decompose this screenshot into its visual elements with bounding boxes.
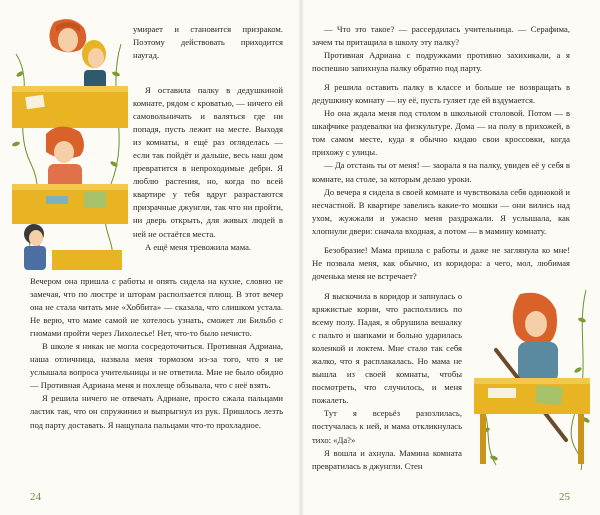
right-mid-text bbox=[312, 290, 462, 473]
girl-bottom bbox=[24, 224, 46, 270]
paragraph: А ещё меня тревожила мама. bbox=[145, 241, 252, 252]
paragraph: умирает и становится призраком. Поэтому действовать приходится наугад. bbox=[133, 24, 283, 61]
girl-top-1 bbox=[49, 19, 86, 52]
paragraph: Я решила оставить палку в классе и больше не возвращать в дедушкину комнату — ну её, пусть гуляет где ей вздумается. bbox=[312, 82, 570, 106]
girl-middle bbox=[46, 126, 84, 192]
paragraph: — Да отстань ты от меня! — заорала я на палку, увидев её у себя в комнате, на столе, за которым делаю уроки. bbox=[312, 160, 570, 184]
left-full-text bbox=[30, 275, 283, 432]
book-gutter bbox=[298, 0, 304, 515]
paragraph: Я вошла и ахнула. Мамина комната превратилась в джунгли. Стен bbox=[312, 447, 462, 471]
left-top-text bbox=[133, 23, 283, 62]
right-top-text bbox=[312, 23, 570, 283]
paragraph: Но она ждала меня под столом в школьной столовой. Потом — в шкафчике раздевалки на физкультуре. Дома — на полу в прихожей, в том самом месте, куда я обычно кидаю свои кроссовки, когда прихожу с улицы. bbox=[312, 108, 570, 158]
illustration-girl-with-stick bbox=[466, 290, 594, 470]
paragraph: — Что это такое? — рассердилась учительница. — Серафима, зачем ты притащила в школу эту палку? bbox=[312, 24, 570, 48]
paragraph: Безобразие! Мама пришла с работы и даже не заглянула ко мне! Не позвала меня, как обычно, из коридора: а чего, мол, любимая доченька меня не встречает? bbox=[312, 244, 570, 281]
left-mid-text bbox=[133, 84, 283, 254]
illustration-girls-at-desks bbox=[6, 14, 134, 270]
paragraph: Я решила ничего не отвечать Адриане, просто сжала пальцами ластик так, что он спружинил и выпрыгнул из рук. Пришлось лезть под парту доставать. Я нащупала пальцами что-то прохладное. bbox=[30, 393, 283, 430]
page-number-left: 24 bbox=[30, 491, 41, 503]
paragraph: До вечера я сидела в своей комнате и чувствовала себя одинокой и несчастной. В квартире завелись какие-то мошки — они вились над ухом, жужжали и ужасно меня раздражали. Я услышала, как хлопнули двери: сначала входная, а потом — в мамину комнату. bbox=[312, 186, 570, 236]
desk-bottom bbox=[52, 250, 122, 270]
paragraph: Я выскочила в коридор и запнулась о кряжистые корни, что расползлись по всему полу. Падая, я обрушила вешалку с пальто и шапками и больно ударилась коленкой и локтем. Мне стало так себя жалко, что я расплакалась. Но мама не вышла из своей комнаты, чтобы посмотреть, что случилось, и меня пожалеть. bbox=[312, 291, 462, 406]
paragraph: Противная Адриана с подружками противно захихикали, а я поспешно запихнула палку обратно под парту. bbox=[312, 50, 570, 74]
paragraph: В школе я никак не могла сосредоточиться. Противная Адриана, наша отличница, назвала меня тормозом из-за того, что я не услышала вопроса учительницы и не ответила. Мне не было обидно — Противная Адриана меня и похлеще обзывала, что с неё взять. bbox=[30, 341, 283, 391]
girl-top-2 bbox=[82, 40, 106, 90]
paragraph: Тут я всерьёз разозлилась, постучалась к ней, и мама откликнулась тихо: «Да?» bbox=[312, 408, 462, 445]
page-number-right: 25 bbox=[559, 491, 570, 503]
girl-seated bbox=[513, 293, 558, 382]
paragraph: Вечером она пришла с работы и опять сидела на кухне, словно не замечая, что по люстре и шторам расползается плющ. В этот вечер она не стала читать мне «Хоббита» — сказала, что слишком устала. Не верю, что маме самой не хотелось узнать, сможет ли Бильбо с гномами пройти через Лихолесье! Нет, что-то было нечисто. bbox=[30, 276, 283, 339]
paragraph: Я оставила палку в дедушкиной комнате, рядом с кроватью, — ничего ей самовольничать и валяться где ни попадя, пусть лежит на месте. Выходя из комнаты, я ещё раз огляделась — если так пойдёт и дальше, весь наш дом превратится в непроходимые дебри. Я люблю растения, но, когда по всей квартире у тебя вдруг разрастаются призрачные джунгли, так что ни пройти, ни дверь открыть, для живых людей в ней не остаётся места. bbox=[133, 85, 283, 239]
